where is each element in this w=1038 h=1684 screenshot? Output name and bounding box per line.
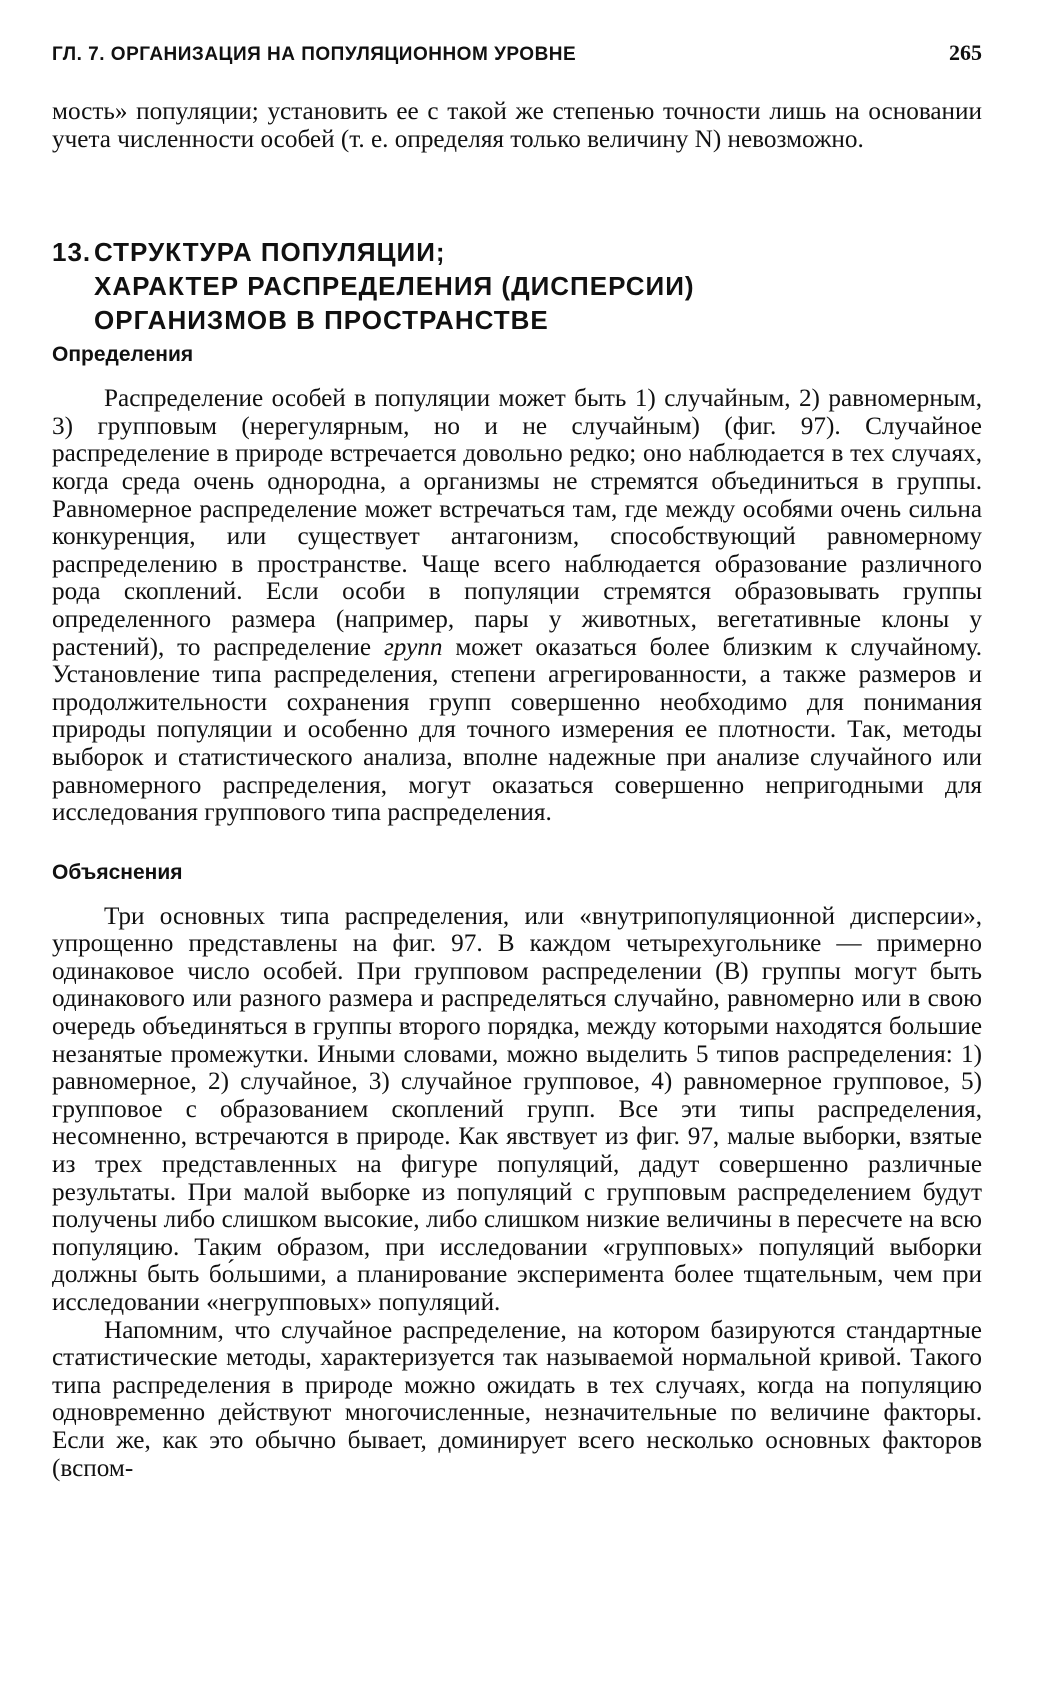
section-title-line-1: СТРУКТУРА ПОПУЛЯЦИИ; bbox=[94, 237, 446, 268]
definitions-heading: Определения bbox=[52, 343, 194, 367]
explanations-paragraph-2: Напомним, что случайное распределение, на котором базируются стандартные статистические методы, характеризуется так называемой нормальной кривой. Такого типа распределения в природе можно ожидать в тех случаях, когда на популяцию одновременно действуют многочисленные, незначительные по величине факторы. Если же, как это обычно бывает, доминирует всего несколько основных факторов (вспом- bbox=[52, 1316, 982, 1482]
explanations-paragraph-1: Три основных типа распределения, или «внутрипопуляционной дисперсии», упрощенно представлены на фиг. 97. В каждом четырехугольнике — примерно одинаковое число особей. При групповом распределении (В) группы могут быть одинакового или разного размера и распределяться случайно, равномерно или в свою очередь объединяться в группы второго порядка, между которыми находятся большие незанятые промежутки. Иными словами, можно выделить 5 типов распределения: 1) равномерное, 2) случайное, 3) случайное групповое, 4) равномерное групповое, 5) групповое с образованием скоплений групп. Все эти типы распределения, несомненно, встречаются в природе. Как явствует из фиг. 97, малые выборки, взятые из трех представленных на фигуре популяций, дадут совершенно различные результаты. При малой выборке из популяций с групповым распределением будут получены либо слишком высокие, либо слишком низкие величины в пересчете на всю популяцию. Таким образом, при исследовании «групповых» популяций выборки должны быть бо́льшими, а планирование эксперимента более тщательным, чем при исследовании «негрупповых» популяций. bbox=[52, 902, 982, 1316]
section-number: 13. bbox=[52, 237, 92, 268]
book-page bbox=[52, 40, 982, 1482]
running-head-title: ГЛ. 7. ОРГАНИЗАЦИЯ НА ПОПУЛЯЦИОННОМ УРОВНЕ bbox=[52, 44, 577, 65]
definitions-paragraph bbox=[52, 385, 982, 827]
section-title-line-2: ХАРАКТЕР РАСПРЕДЕЛЕНИЯ (ДИСПЕРСИИ) bbox=[94, 271, 695, 302]
section-heading bbox=[52, 235, 982, 337]
definitions-italic-word: групп bbox=[383, 633, 443, 661]
section-title-line-3: ОРГАНИЗМОВ В ПРОСТРАНСТВЕ bbox=[94, 305, 549, 336]
definitions-text-part-2: может оказаться более близким к случайному. Установление типа распределения, степени агрегированности, а также размеров и продолжительности сохранения групп совершенно необходимо для понимания природы популяции и особенно для точного измерения ее плотности. Так, методы выборок и статистического анализа, вполне надежные при анализе случайного или равномерного распределения, могут оказаться совершенно непригодными для исследования группового типа распределения. bbox=[52, 633, 983, 827]
running-head bbox=[52, 40, 982, 70]
definitions-text-part-1: Распределение особей в популяции может быть 1) случайным, 2) равномерным, 3) групповым (нерегулярным, но и не случайным) (фиг. 97). Случайное распределение в природе встречается довольно редко; оно наблюдается в тех случаях, когда среда очень однородна, а организмы не стремятся объединиться в группы. Равномерное распределение может встречаться там, где между особями очень сильна конкуренция, или существует антагонизм, способствующий равномерному распределению в пространстве. Чаще всего наблюдается образование различного рода скоплений. Если особи в популяции стремятся образовывать группы определенного размера (например, пары у животных, вегетативные клоны у растений), то распределение bbox=[52, 385, 982, 661]
intro-paragraph: мость» популяции; установить ее с такой же степенью точности лишь на основании учета численности особей (т. е. определяя только величину N) невозможно. bbox=[52, 98, 982, 153]
page-number: 265 bbox=[949, 40, 982, 65]
explanations-heading: Объяснения bbox=[52, 860, 183, 884]
